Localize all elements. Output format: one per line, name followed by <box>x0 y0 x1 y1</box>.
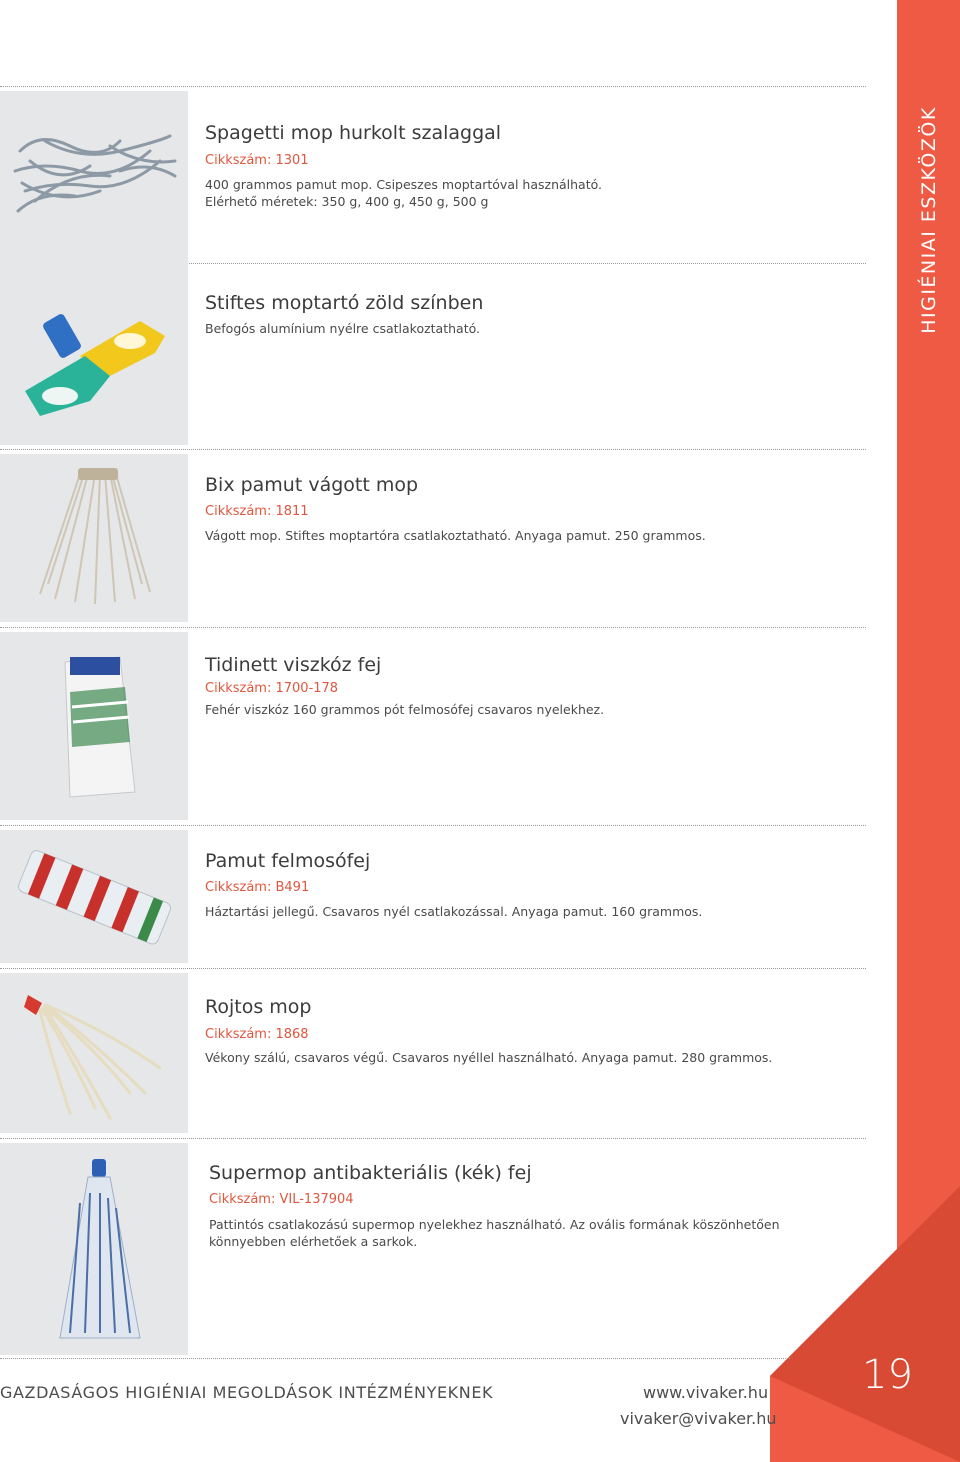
product-title: Stiftes moptartó zöld színben <box>205 292 484 314</box>
divider <box>0 825 866 826</box>
footer-email[interactable]: vivaker@vivaker.hu <box>620 1409 777 1428</box>
product-description: Befogós alumínium nyélre csatlakoztatható. <box>205 321 480 336</box>
product-image-bix-mop <box>0 454 188 622</box>
footer-website[interactable]: www.vivaker.hu <box>643 1383 769 1402</box>
product-description: 400 grammos pamut mop. Csipeszes moptartóval használható. Elérhető méretek: 350 g, 400 g, 450 g, 500 g <box>205 177 603 209</box>
product-code: Cikkszám: 1811 <box>205 504 309 519</box>
product-code: Cikkszám: B491 <box>205 880 310 895</box>
product-title: Bix pamut vágott mop <box>205 474 419 496</box>
divider <box>0 449 866 450</box>
product-description: Vágott mop. Stiftes moptartóra csatlakoztatható. Anyaga pamut. 250 grammos. <box>205 528 706 543</box>
spaghetti-mop-image <box>15 136 175 211</box>
divider <box>0 1358 790 1359</box>
product-image-supermop <box>0 1143 188 1355</box>
page-number: 19 <box>862 1352 913 1398</box>
product-description: Pattintós csatlakozású supermop nyelekhez használható. Az ovális formának köszönhetően könnyebben elérhetőek a sarkok. <box>209 1217 780 1249</box>
product-title: Spagetti mop hurkolt szalaggal <box>205 122 502 144</box>
product-description: Háztartási jellegű. Csavaros nyél csatlakozással. Anyaga pamut. 160 grammos. <box>205 904 703 919</box>
product-image-tidinett <box>0 632 188 820</box>
product-image-rojtos-mop <box>0 973 188 1133</box>
product-description: Fehér viszkóz 160 grammos pót felmosófej csavaros nyelekhez. <box>205 702 605 717</box>
mop-holder-image <box>25 313 165 416</box>
product-description: Vékony szálú, csavaros végű. Csavaros nyéllel használható. Anyaga pamut. 280 grammos. <box>205 1050 773 1065</box>
product-title: Pamut felmosófej <box>205 850 371 872</box>
product-image-pamut-felmosofej <box>0 830 188 963</box>
product-code: Cikkszám: 1868 <box>205 1027 309 1042</box>
product-code: Cikkszám: 1700-178 <box>205 681 339 696</box>
divider <box>0 968 866 969</box>
footer-title: GAZDASÁGOS HIGIÉNIAI MEGOLDÁSOK INTÉZMÉNYEKNEK <box>0 1383 494 1402</box>
product-title: Rojtos mop <box>205 996 312 1018</box>
divider <box>0 1138 866 1139</box>
divider <box>0 627 866 628</box>
section-label-text: HIGIÉNIAI ESZKÖZÖK <box>917 106 940 334</box>
divider <box>0 86 866 87</box>
product-title: Tidinett viszkóz fej <box>205 654 382 676</box>
product-title: Supermop antibakteriális (kék) fej <box>209 1162 532 1184</box>
product-code: Cikkszám: VIL-137904 <box>209 1192 354 1207</box>
product-image-mop-and-holder <box>0 91 188 445</box>
product-code: Cikkszám: 1301 <box>205 153 309 168</box>
